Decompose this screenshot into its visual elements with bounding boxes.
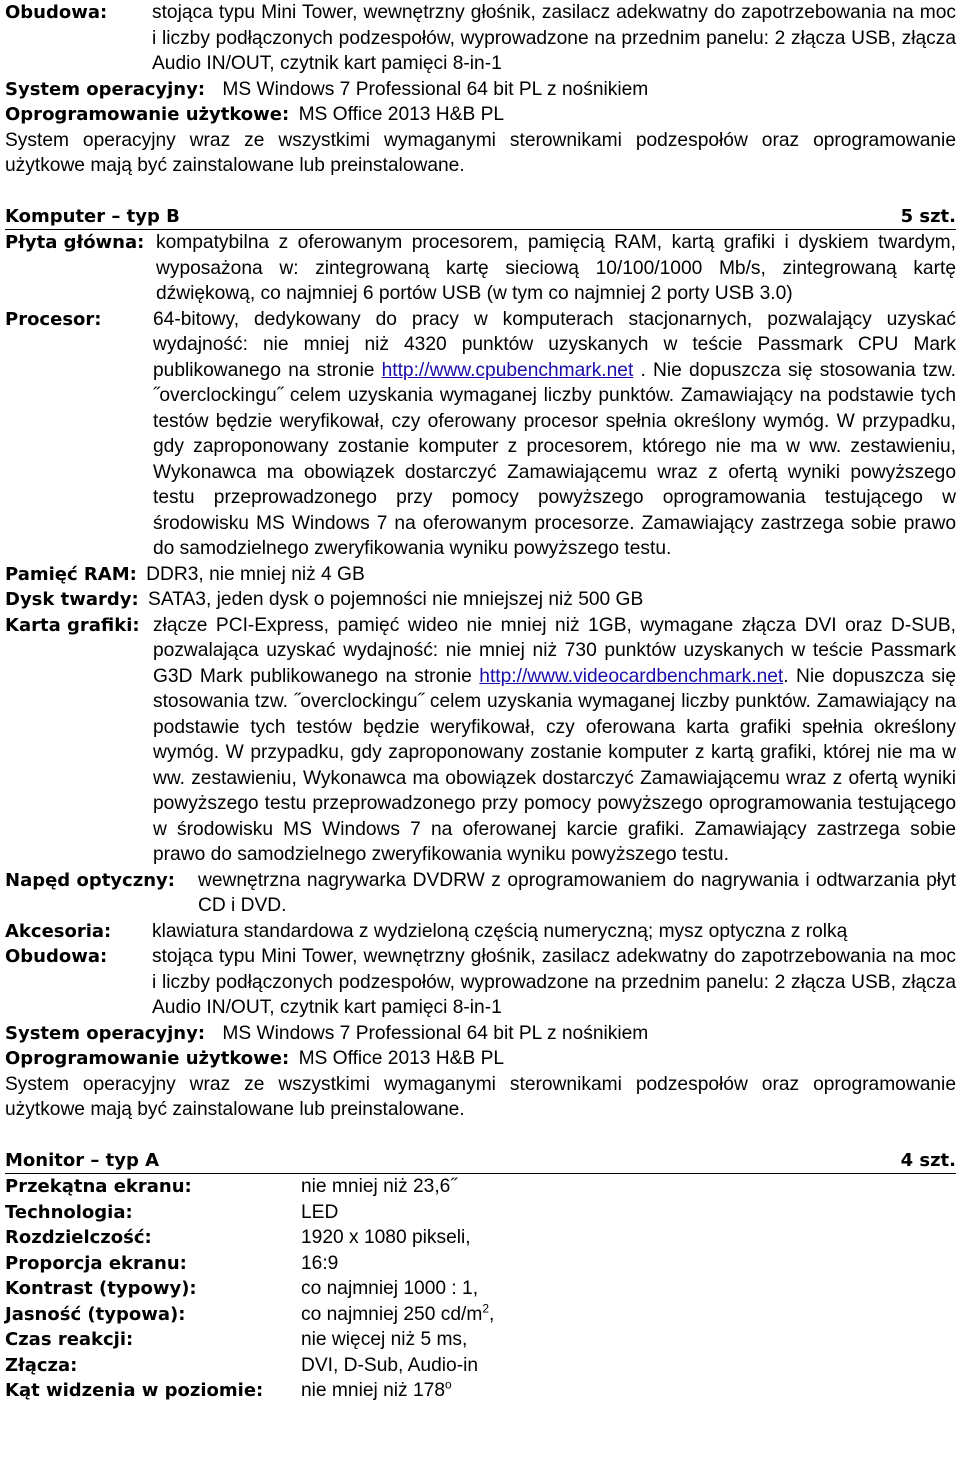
install-note: System operacyjny wraz ze wszystkimi wymaganymi sterownikami podzespołów oraz oprogramowanie użytkowe mają być zainstalowane lub preinstalowane. (5, 1073, 956, 1120)
section-quantity: 5 szt. (900, 205, 956, 227)
section-title: Monitor – typ A (5, 1149, 160, 1171)
section-title: Komputer – typ B (5, 205, 180, 227)
monitor-spec-list (5, 1174, 956, 1404)
spec-label: Akcesoria: (5, 920, 112, 942)
spec-label: Kąt widzenia w poziomie: (5, 1380, 264, 1401)
spec-value-text: kompatybilna z oferowanym procesorem, pamięcią RAM, kartą grafiki i dyskiem twardym, wyposażona w: zintegrowaną kartę sieciową 10/100/1000 Mb/s, zintegrowaną kartę dźwiękową, co najmniej 6 portów USB (w tym co najmniej 2 porty USB 3.0) (156, 232, 956, 304)
spec-value: co najmniej 1000 : 1, (301, 1278, 479, 1299)
spec-label: Jasność (typowa): (5, 1303, 186, 1325)
spec-label: Technologia: (5, 1201, 133, 1223)
spec-value: MS Windows 7 Professional 64 bit PL z nośnikiem (222, 1022, 649, 1044)
spec-value-group (301, 1378, 956, 1404)
spec-label: Obudowa: (5, 946, 108, 967)
section-quantity: 4 szt. (900, 1149, 956, 1171)
spec-label: Oprogramowanie użytkowe: (5, 104, 290, 125)
spec-label: Złącza: (5, 1354, 78, 1376)
spec-label: System operacyjny: (5, 78, 206, 100)
spec-value: DDR3, nie mniej niż 4 GB (146, 563, 365, 585)
spec-value-text: 64-bitowy, dedykowany do pracy w komputerach stacjonarnych, pozwalający uzyskać wydajność: nie mniej niż 4320 punktów uzyskanych w teście Passmark CPU Mark publikowanego na stronie (153, 308, 956, 381)
spec-ram (5, 562, 956, 588)
spec-software (5, 1046, 956, 1072)
spec-label: Obudowa: (5, 2, 108, 23)
spec-value (153, 613, 956, 868)
spec-label: Czas reakcji: (5, 1329, 134, 1350)
spec-label: Rozdzielczość: (5, 1227, 152, 1248)
spec-obudowa (5, 0, 956, 77)
spec-value: 16:9 (301, 1252, 339, 1274)
spec-mainboard (5, 230, 956, 307)
spec-value: wewnętrzna nagrywarka DVDRW z oprogramowaniem do nagrywania i odtwarzania płyt CD i DVD. (198, 869, 956, 916)
spec-os (5, 77, 956, 103)
install-note: System operacyjny wraz ze wszystkimi wymaganymi sterownikami podzespołów oraz oprogramowanie użytkowe mają być zainstalowane lub preinstalowane. (5, 129, 956, 176)
spec-value: stojąca typu Mini Tower, wewnętrzny głośnik, zasilacz adekwatny do zapotrzebowania na moc i liczby podłączonych podzespołów, wyprowadzone na przednim panelu: 2 złącza USB, złącza Audio IN/OUT, czytnik kart pamięci 8-in-1 (152, 946, 956, 1018)
spec-label: Procesor: (5, 308, 102, 330)
spec-value: MS Office 2013 H&B PL (298, 1048, 505, 1069)
spec-value-text: . Nie dopuszcza się stosowania tzw. ˝overclockingu˝ celem uzyskania wymaganej liczby punktów. Zamawiający na podstawie tych testów będzie weryfikował, czy oferowana karta grafiki spełnia określony wymóg. W przypadku, gdy zaproponowany zostanie komputer z kartą grafiki, której nie ma w ww. zestawieniu, Wykonawca ma obowiązek dostarczyć Zamawiającemu wraz z ofertą wyniki powyższego testu przeprowadzonego przy pomocy powyższego oprogramowania testującego w środowisku MS Windows 7 na oferowanej karcie grafiki. Zamawiający zastrzega sobie prawo do samodzielnego zweryfikowania wyniku powyższego testu. (153, 665, 956, 865)
spec-label: Karta grafiki: (5, 614, 140, 636)
superscript: 2 (482, 1301, 489, 1316)
spec-label: Dysk twardy: (5, 589, 139, 610)
spec-value: LED (301, 1201, 339, 1223)
spec-value: DVI, D-Sub, Audio-in (301, 1354, 479, 1376)
cpubenchmark-link[interactable]: http://www.cpubenchmark.net (381, 359, 634, 381)
spec-value: nie mniej niż 178 (301, 1380, 445, 1401)
spec-value (5, 230, 956, 307)
section-header-monitor-a (5, 1148, 956, 1175)
spec-value: co najmniej 250 cd/m (301, 1303, 483, 1325)
spec-value: nie mniej niż 23,6˝ (301, 1176, 457, 1197)
spec-label: Płyta główna: (5, 232, 145, 253)
spec-value-text: złącze PCI-Express, pamięć wideo nie mniej niż 1GB, wymagane złącza DVI oraz D-SUB, pozwalająca uzyskać wydajność: nie mniej niż 730 punktów uzyskanych w teście Passmark G3D Mark publikowanego na stronie (153, 614, 956, 687)
superscript: o (445, 1377, 452, 1392)
spec-optical (5, 868, 956, 919)
spec-value: klawiatura standardowa z wydzieloną częścią numeryczną; mysz optyczna z rolką (152, 920, 848, 942)
spec-label: Kontrast (typowy): (5, 1278, 197, 1299)
spec-value: MS Windows 7 Professional 64 bit PL z nośnikiem (222, 78, 649, 100)
spec-value: nie więcej niż 5 ms, (301, 1329, 468, 1350)
spec-hdd (5, 587, 956, 613)
spec-value (153, 307, 956, 562)
spec-obudowa (5, 944, 956, 1021)
spec-value: 1920 x 1080 pikseli, (301, 1227, 471, 1248)
spec-label: Pamięć RAM: (5, 563, 137, 585)
videocardbenchmark-link[interactable]: http://www.videocardbenchmark.net (479, 665, 784, 687)
spec-label: Oprogramowanie użytkowe: (5, 1048, 290, 1069)
spec-value-suffix: , (489, 1303, 495, 1325)
spec-value: MS Office 2013 H&B PL (298, 104, 505, 125)
spec-label: Proporcja ekranu: (5, 1252, 187, 1274)
spec-value: SATA3, jeden dysk o pojemności nie mniejszej niż 500 GB (148, 589, 644, 610)
spec-label: System operacyjny: (5, 1022, 206, 1044)
spec-label: Przekątna ekranu: (5, 1176, 192, 1197)
spec-processor (5, 307, 956, 562)
spec-software (5, 102, 956, 128)
spec-label: Napęd optyczny: (5, 869, 175, 891)
spec-accessories (5, 919, 956, 945)
spec-value-text: . Nie dopuszcza się stosowania tzw. ˝overclockingu˝ celem uzyskania wymaganej liczby punktów. Zamawiający na podstawie tych testów będzie weryfikował, czy oferowany procesor spełnia określony wymóg. W przypadku, gdy zaproponowany zostanie komputer z procesorem, którego nie ma w ww. zestawieniu, Wykonawca ma obowiązek dostarczyć Zamawiającemu wraz z ofertą wyniki powyższego testu przeprowadzonego przy pomocy powyższego oprogramowania testującego w środowisku MS Windows 7 na oferowanym procesorze. Zamawiający zastrzega sobie prawo do samodzielnego zweryfikowania wyniku powyższego testu. (153, 359, 956, 559)
document-page (5, 0, 956, 1404)
spec-os (5, 1021, 956, 1047)
section-header-komputer-b (5, 204, 956, 231)
spec-gpu (5, 613, 956, 868)
spec-value-group (301, 1302, 956, 1328)
spec-value: stojąca typu Mini Tower, wewnętrzny głośnik, zasilacz adekwatny do zapotrzebowania na moc i liczby podłączonych podzespołów, wyprowadzone na przednim panelu: 2 złącza USB, złącza Audio IN/OUT, czytnik kart pamięci 8-in-1 (152, 2, 956, 74)
